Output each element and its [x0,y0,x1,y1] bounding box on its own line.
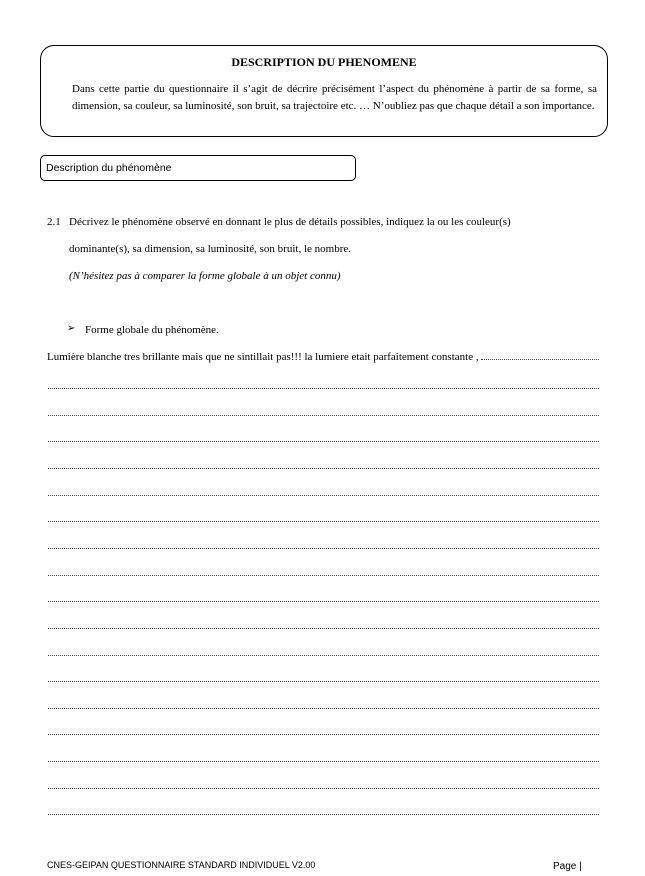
answer-line[interactable] [48,495,599,496]
answer-text: Lumière blanche tres brillante mais que ne sintillait pas!!! la lumiere etait parfaitement constante , [47,351,479,363]
question-number: 2.1 [47,216,61,228]
intro-paragraph: Dans cette partie du questionnaire il s’agit de décrire précisément l’aspect du phénomène à partir de sa forme, sa dimension, sa couleur, sa luminosité, son bruit, sa trajectoire etc. … N’oubliez pas que chaque détail a son importance. [72,83,597,112]
footer-document-id: CNES-GEIPAN QUESTIONNAIRE STANDARD INDIVIDUEL V2.00 [47,860,316,870]
section-label: Description du phénomène [46,162,172,174]
answer-line[interactable] [48,814,599,815]
arrow-bullet-icon: ➢ [67,323,76,334]
answer-line[interactable] [48,441,599,442]
intro-box [40,45,608,137]
answer-line[interactable] [48,548,599,549]
answer-line[interactable] [48,468,599,469]
answer-line[interactable] [48,388,599,389]
answer-line[interactable] [48,601,599,602]
question-hint: (N’hésitez pas à comparer la forme globale à un objet connu) [69,270,341,282]
footer-page-label: Page | [553,861,582,872]
bullet-label: Forme globale du phénomène. [85,324,219,336]
section-label-box [40,155,356,181]
answer-line[interactable] [48,761,599,762]
answer-line[interactable] [48,575,599,576]
answer-line[interactable] [48,788,599,789]
section-heading: DESCRIPTION DU PHENOMENE [231,55,417,69]
answer-line[interactable] [48,734,599,735]
answer-line[interactable] [48,415,599,416]
question-text-line-1: Décrivez le phénomène observé en donnant le plus de détails possibles, indiquez la ou les couleur(s) [69,216,511,228]
question-text-line-2: dominante(s), sa dimension, sa luminosité, son bruit, le nombre. [69,243,351,255]
answer-field[interactable] [47,351,599,363]
answer-line[interactable] [48,521,599,522]
answer-line[interactable] [48,708,599,709]
answer-line[interactable] [48,681,599,682]
answer-line[interactable] [48,628,599,629]
answer-dotted-fill [481,351,599,360]
answer-line[interactable] [48,655,599,656]
